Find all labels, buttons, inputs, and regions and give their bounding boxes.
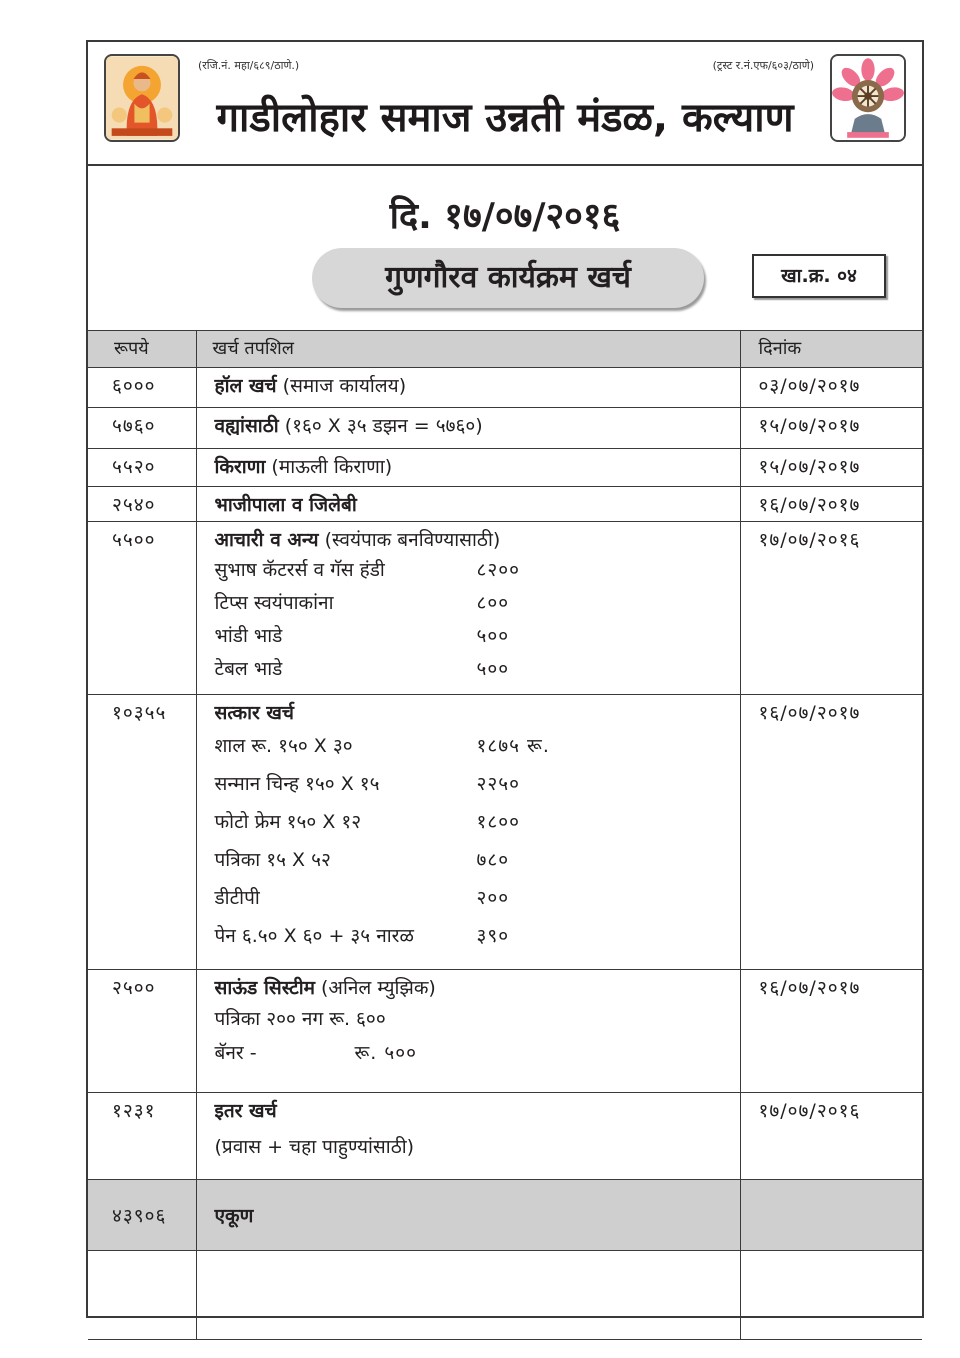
row-details	[196, 449, 740, 487]
total-amount: ४३९०६	[88, 1180, 196, 1251]
row-details	[196, 695, 740, 970]
sub-item-name: पेन ६.५० X ६० + ३५ नारळ	[214, 925, 414, 947]
document-frame	[86, 40, 924, 1318]
organization-name: गाडीलोहार समाज उन्नती मंडळ, कल्याण	[216, 95, 794, 141]
sub-item	[215, 917, 740, 955]
sub-item	[215, 803, 740, 841]
sub-item-name: टेबल भाडे	[214, 658, 283, 680]
row-title: साऊंड सिस्टीम	[214, 977, 315, 999]
row-date: १६/०७/२०१७	[740, 695, 922, 970]
row-title: सत्कार खर्च	[214, 702, 294, 724]
table-header-row	[88, 331, 922, 368]
sub-item	[215, 587, 740, 620]
table-row	[88, 449, 922, 487]
row-note: (१६० X ३५ डझन = ५७६०)	[278, 415, 483, 437]
row-amount: १२३१	[88, 1093, 196, 1180]
empty-cell	[196, 1251, 740, 1340]
row-title: किराणा	[214, 456, 266, 478]
row-note: (समाज कार्यालय)	[276, 375, 407, 397]
row-note: (स्वयंपाक बनविण्यासाठी)	[318, 529, 501, 551]
sub-item-value: ८००	[476, 592, 510, 614]
sub-item	[215, 765, 740, 803]
row-title: वह्यांसाठी	[214, 415, 279, 437]
row-date: १७/०७/२०१६	[740, 1093, 922, 1180]
sub-item-name: बॅनर -	[214, 1042, 257, 1064]
table-row	[88, 970, 922, 1093]
sub-item-value: ७८०	[476, 849, 510, 871]
sub-item-name: डीटीपी	[214, 887, 260, 909]
row-date: १६/०७/२०१७	[740, 970, 922, 1093]
row-amount: ५५००	[88, 522, 196, 695]
empty-cell	[740, 1251, 922, 1340]
row-amount: १०३५५	[88, 695, 196, 970]
row-title: आचारी व अन्य	[214, 529, 319, 551]
sub-item-name: सुभाष कॅटरर्स व गॅस हंडी	[214, 559, 385, 581]
sub-item-value: ३९०	[476, 925, 510, 947]
column-header-date: दिनांक	[740, 331, 922, 368]
sub-item-name: फोटो फ्रेम १५० X १२	[214, 811, 362, 833]
row-details	[196, 408, 740, 449]
event-date: दि. १७/०७/२०१६	[389, 196, 621, 237]
registration-number: (रजि.नं. महा/६८९/ठाणे.)	[198, 59, 300, 72]
sub-item-value: १८००	[476, 811, 521, 833]
row-details	[196, 1093, 740, 1180]
row-note: (अनिल म्युझिक)	[314, 977, 436, 999]
row-details	[196, 368, 740, 408]
sub-item-value: १८७५ रू.	[476, 735, 550, 757]
table-row	[88, 408, 922, 449]
sub-item	[215, 653, 740, 686]
expense-table	[88, 330, 922, 1340]
sub-item	[215, 554, 740, 587]
row-details	[196, 970, 740, 1093]
deity-vishwakarma-icon	[104, 54, 180, 142]
sub-item	[215, 1036, 740, 1070]
row-title: हॉल खर्च	[214, 375, 277, 397]
account-number-box: खा.क्र. ०४	[752, 254, 886, 298]
trust-registration-number: (ट्रस्ट र.नं.एफ/६०३/ठाणे)	[712, 59, 814, 72]
row-sub-note: (प्रवास + चहा पाहुण्यांसाठी)	[214, 1136, 415, 1158]
table-row	[88, 695, 922, 970]
sub-item	[215, 620, 740, 653]
row-date: १५/०७/२०१७	[740, 408, 922, 449]
table-row	[88, 368, 922, 408]
sub-item-value: २२५०	[476, 773, 521, 795]
total-date-cell	[740, 1180, 922, 1251]
table-row	[88, 1093, 922, 1180]
expense-heading: गुणगौरव कार्यक्रम खर्च	[312, 248, 704, 308]
row-date: १७/०७/२०१६	[740, 522, 922, 695]
table-row	[88, 487, 922, 522]
row-date: ०३/०७/२०१७	[740, 368, 922, 408]
sub-item	[215, 841, 740, 879]
column-header-amount: रूपये	[88, 331, 196, 368]
row-date: १६/०७/२०१७	[740, 487, 922, 522]
row-title: भाजीपाला व जिलेबी	[214, 494, 357, 516]
row-details	[196, 522, 740, 695]
sub-item-name: पत्रिका २०० नग रू. ६००	[214, 1008, 386, 1030]
header	[88, 42, 922, 166]
table-row	[88, 522, 922, 695]
row-details	[196, 487, 740, 522]
sub-item-name: भांडी भाडे	[214, 625, 283, 647]
row-title: इतर खर्च	[214, 1100, 277, 1122]
sub-item-name: पत्रिका १५ X ५२	[214, 849, 331, 871]
row-note: (माऊली किराणा)	[265, 456, 393, 478]
sub-item-value: ८२००	[476, 559, 521, 581]
row-amount: २५४०	[88, 487, 196, 522]
empty-cell	[88, 1251, 196, 1340]
sub-item-value: ५००	[476, 625, 510, 647]
row-date: १५/०७/२०१७	[740, 449, 922, 487]
total-row	[88, 1180, 922, 1251]
row-amount: ५७६०	[88, 408, 196, 449]
sub-item-name: सन्मान चिन्ह १५० X १५	[214, 773, 380, 795]
sub-item-value: ५००	[476, 658, 510, 680]
sub-item-name: शाल रू. १५० X ३०	[214, 735, 353, 757]
sub-item	[215, 727, 740, 765]
sub-item	[215, 1002, 740, 1036]
sub-item	[215, 879, 740, 917]
row-amount: २५००	[88, 970, 196, 1093]
lotus-wheel-emblem-icon	[830, 54, 906, 142]
column-header-details: खर्च तपशिल	[196, 331, 740, 368]
row-amount: ६०००	[88, 368, 196, 408]
empty-row	[88, 1251, 922, 1340]
total-label: एकूण	[196, 1180, 740, 1251]
row-amount: ५५२०	[88, 449, 196, 487]
sub-item-value: रू. ५००	[354, 1042, 417, 1064]
sub-item-value: २००	[476, 887, 510, 909]
sub-item-name: टिप्स स्वयंपाकांना	[214, 592, 334, 614]
